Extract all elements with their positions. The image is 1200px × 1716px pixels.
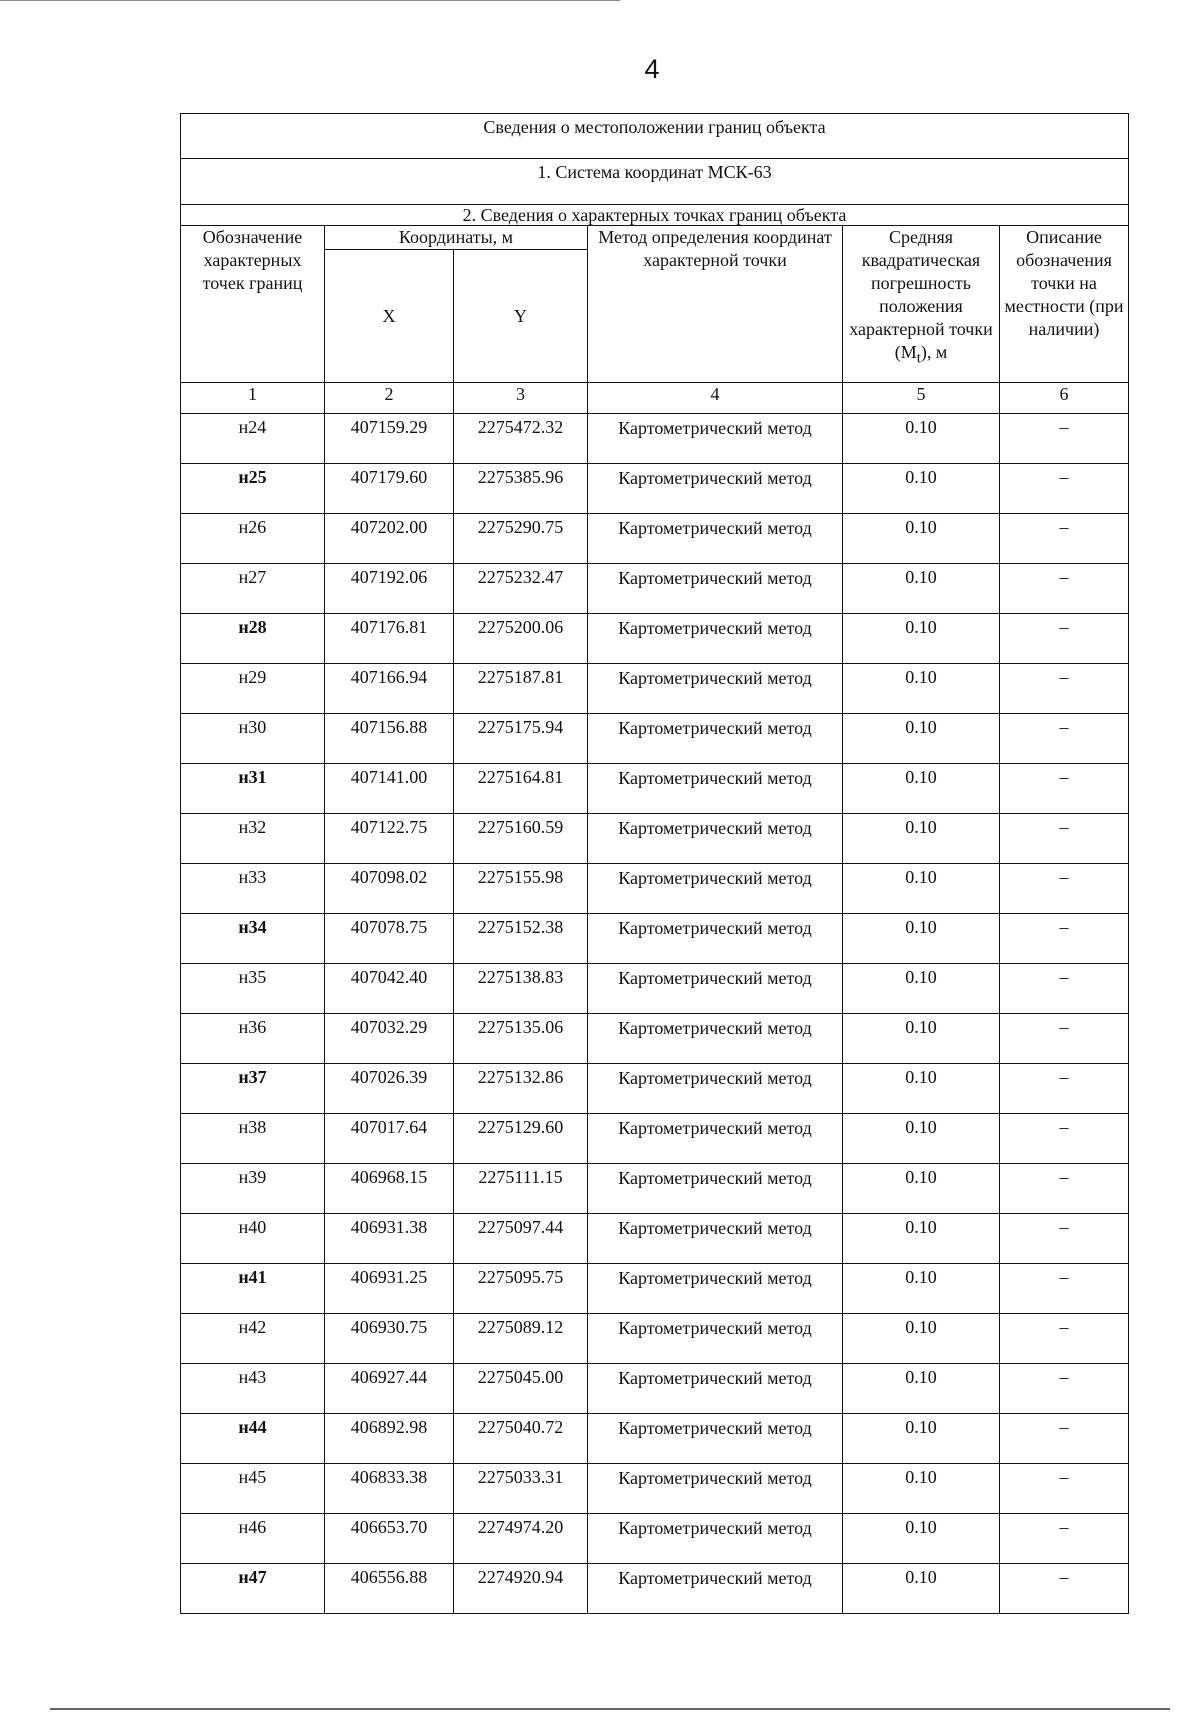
table-title: Сведения о местоположении границ объекта	[181, 114, 1129, 159]
y-cell: 2275472.32	[454, 414, 588, 464]
description-cell: –	[1000, 964, 1129, 1014]
error-cell: 0.10	[843, 414, 1000, 464]
error-cell: 0.10	[843, 664, 1000, 714]
table-row	[181, 1214, 1129, 1264]
method-cell: Картометрический метод	[588, 564, 843, 614]
column-number: 6	[1000, 383, 1129, 414]
x-cell: 406931.25	[325, 1264, 454, 1314]
method-cell: Картометрический метод	[588, 464, 843, 514]
y-cell: 2275200.06	[454, 614, 588, 664]
method-cell: Картометрический метод	[588, 1464, 843, 1514]
method-cell: Картометрический метод	[588, 1564, 843, 1614]
error-cell: 0.10	[843, 1264, 1000, 1314]
error-cell: 0.10	[843, 1464, 1000, 1514]
error-cell: 0.10	[843, 1214, 1000, 1264]
error-cell: 0.10	[843, 714, 1000, 764]
method-cell: Картометрический метод	[588, 764, 843, 814]
coordinate-system: 1. Система координат МСК-63	[181, 159, 1129, 205]
header-error-unit: ), м	[920, 342, 948, 362]
method-cell: Картометрический метод	[588, 1314, 843, 1364]
error-cell: 0.10	[843, 1114, 1000, 1164]
error-cell: 0.10	[843, 564, 1000, 614]
description-cell: –	[1000, 1164, 1129, 1214]
description-cell: –	[1000, 664, 1129, 714]
table-row	[181, 964, 1129, 1014]
error-cell: 0.10	[843, 1414, 1000, 1464]
point-cell: н26	[181, 514, 325, 564]
points-subtitle: 2. Сведения о характерных точках границ объекта	[181, 205, 1129, 226]
x-cell: 407159.29	[325, 414, 454, 464]
table-row	[181, 614, 1129, 664]
y-cell: 2275089.12	[454, 1314, 588, 1364]
header-row-1	[181, 226, 1129, 250]
method-cell: Картометрический метод	[588, 1064, 843, 1114]
description-cell: –	[1000, 1464, 1129, 1514]
boundary-points-table	[180, 113, 1129, 1614]
y-cell: 2275111.15	[454, 1164, 588, 1214]
y-cell: 2275155.98	[454, 864, 588, 914]
header-point: Обозначение характерных точек границ	[181, 226, 325, 383]
y-cell: 2275187.81	[454, 664, 588, 714]
table-row	[181, 864, 1129, 914]
error-cell: 0.10	[843, 914, 1000, 964]
x-cell: 406653.70	[325, 1514, 454, 1564]
description-cell: –	[1000, 514, 1129, 564]
method-cell: Картометрический метод	[588, 614, 843, 664]
header-description: Описание обозначения точки на местности (при наличии)	[1000, 226, 1129, 383]
x-cell: 406930.75	[325, 1314, 454, 1364]
error-cell: 0.10	[843, 1564, 1000, 1614]
method-cell: Картометрический метод	[588, 914, 843, 964]
y-cell: 2275040.72	[454, 1414, 588, 1464]
description-cell: –	[1000, 1414, 1129, 1464]
description-cell: –	[1000, 1364, 1129, 1414]
x-cell: 407179.60	[325, 464, 454, 514]
error-cell: 0.10	[843, 864, 1000, 914]
error-cell: 0.10	[843, 814, 1000, 864]
point-cell: н41	[181, 1264, 325, 1314]
description-cell: –	[1000, 1014, 1129, 1064]
x-cell: 406833.38	[325, 1464, 454, 1514]
x-cell: 407017.64	[325, 1114, 454, 1164]
table-row	[181, 514, 1129, 564]
error-cell: 0.10	[843, 1164, 1000, 1214]
error-cell: 0.10	[843, 1364, 1000, 1414]
point-cell: н45	[181, 1464, 325, 1514]
table-row	[181, 1114, 1129, 1164]
method-cell: Картометрический метод	[588, 514, 843, 564]
description-cell: –	[1000, 614, 1129, 664]
table-row	[181, 914, 1129, 964]
y-cell: 2275033.31	[454, 1464, 588, 1514]
error-cell: 0.10	[843, 964, 1000, 1014]
point-cell: н25	[181, 464, 325, 514]
method-cell: Картометрический метод	[588, 1414, 843, 1464]
point-cell: н31	[181, 764, 325, 814]
description-cell: –	[1000, 914, 1129, 964]
y-cell: 2275045.00	[454, 1364, 588, 1414]
point-cell: н33	[181, 864, 325, 914]
x-cell: 406931.38	[325, 1214, 454, 1264]
point-cell: н30	[181, 714, 325, 764]
table-row	[181, 1164, 1129, 1214]
description-cell: –	[1000, 1264, 1129, 1314]
method-cell: Картометрический метод	[588, 414, 843, 464]
column-number: 1	[181, 383, 325, 414]
x-cell: 407078.75	[325, 914, 454, 964]
method-cell: Картометрический метод	[588, 1364, 843, 1414]
table-row	[181, 1514, 1129, 1564]
x-cell: 406927.44	[325, 1364, 454, 1414]
table-title-row	[181, 114, 1129, 159]
description-cell: –	[1000, 414, 1129, 464]
x-cell: 407122.75	[325, 814, 454, 864]
error-cell: 0.10	[843, 1064, 1000, 1114]
point-cell: н37	[181, 1064, 325, 1114]
x-cell: 407141.00	[325, 764, 454, 814]
table-row	[181, 1014, 1129, 1064]
x-cell: 407026.39	[325, 1064, 454, 1114]
description-cell: –	[1000, 1564, 1129, 1614]
description-cell: –	[1000, 764, 1129, 814]
method-cell: Картометрический метод	[588, 664, 843, 714]
x-cell: 407042.40	[325, 964, 454, 1014]
method-cell: Картометрический метод	[588, 814, 843, 864]
point-cell: н28	[181, 614, 325, 664]
header-error-text: Средняя квадратическая погрешность положения характерной точки (M	[849, 227, 993, 362]
point-cell: н44	[181, 1414, 325, 1464]
point-cell: н40	[181, 1214, 325, 1264]
description-cell: –	[1000, 1314, 1129, 1364]
coordinate-system-row	[181, 159, 1129, 205]
column-number: 5	[843, 383, 1000, 414]
table-row	[181, 1564, 1129, 1614]
error-cell: 0.10	[843, 614, 1000, 664]
point-cell: н46	[181, 1514, 325, 1564]
column-number-row	[181, 383, 1129, 414]
column-number: 4	[588, 383, 843, 414]
y-cell: 2275152.38	[454, 914, 588, 964]
table-row	[181, 814, 1129, 864]
subtitle-row	[181, 205, 1129, 226]
error-cell: 0.10	[843, 514, 1000, 564]
bottom-scan-line	[50, 1708, 1170, 1710]
point-cell: н34	[181, 914, 325, 964]
header-y: Y	[454, 250, 588, 383]
table-row	[181, 1314, 1129, 1364]
x-cell: 407098.02	[325, 864, 454, 914]
method-cell: Картометрический метод	[588, 1114, 843, 1164]
header-error	[843, 226, 1000, 383]
point-cell: н36	[181, 1014, 325, 1064]
error-cell: 0.10	[843, 1014, 1000, 1064]
y-cell: 2275095.75	[454, 1264, 588, 1314]
description-cell: –	[1000, 464, 1129, 514]
point-cell: н27	[181, 564, 325, 614]
method-cell: Картометрический метод	[588, 714, 843, 764]
y-cell: 2275135.06	[454, 1014, 588, 1064]
table-row	[181, 464, 1129, 514]
method-cell: Картометрический метод	[588, 1164, 843, 1214]
description-cell: –	[1000, 814, 1129, 864]
y-cell: 2275138.83	[454, 964, 588, 1014]
table-row	[181, 764, 1129, 814]
table-row	[181, 1264, 1129, 1314]
y-cell: 2275097.44	[454, 1214, 588, 1264]
point-cell: н24	[181, 414, 325, 464]
y-cell: 2275175.94	[454, 714, 588, 764]
table-row	[181, 564, 1129, 614]
header-coords: Координаты, м	[325, 226, 588, 250]
y-cell: 2275160.59	[454, 814, 588, 864]
description-cell: –	[1000, 1064, 1129, 1114]
table-row	[181, 1064, 1129, 1114]
table-row	[181, 664, 1129, 714]
table-row	[181, 714, 1129, 764]
error-cell: 0.10	[843, 764, 1000, 814]
description-cell: –	[1000, 1514, 1129, 1564]
description-cell: –	[1000, 864, 1129, 914]
header-method: Метод определения координат характерной точки	[588, 226, 843, 383]
method-cell: Картометрический метод	[588, 964, 843, 1014]
point-cell: н39	[181, 1164, 325, 1214]
x-cell: 407032.29	[325, 1014, 454, 1064]
page-number: 4	[644, 54, 660, 84]
x-cell: 406556.88	[325, 1564, 454, 1614]
header-x: X	[325, 250, 454, 383]
method-cell: Картометрический метод	[588, 1214, 843, 1264]
y-cell: 2275129.60	[454, 1114, 588, 1164]
x-cell: 407192.06	[325, 564, 454, 614]
table-row	[181, 414, 1129, 464]
x-cell: 407176.81	[325, 614, 454, 664]
method-cell: Картометрический метод	[588, 864, 843, 914]
point-cell: н47	[181, 1564, 325, 1614]
table-row	[181, 1364, 1129, 1414]
point-cell: н38	[181, 1114, 325, 1164]
y-cell: 2275132.86	[454, 1064, 588, 1114]
table-row	[181, 1464, 1129, 1514]
method-cell: Картометрический метод	[588, 1014, 843, 1064]
column-number: 2	[325, 383, 454, 414]
error-cell: 0.10	[843, 464, 1000, 514]
y-cell: 2275290.75	[454, 514, 588, 564]
point-cell: н35	[181, 964, 325, 1014]
y-cell: 2275164.81	[454, 764, 588, 814]
error-cell: 0.10	[843, 1514, 1000, 1564]
column-number: 3	[454, 383, 588, 414]
top-scan-line	[0, 0, 620, 1]
point-cell: н32	[181, 814, 325, 864]
point-cell: н29	[181, 664, 325, 714]
x-cell: 407202.00	[325, 514, 454, 564]
y-cell: 2274920.94	[454, 1564, 588, 1614]
method-cell: Картометрический метод	[588, 1264, 843, 1314]
method-cell: Картометрический метод	[588, 1514, 843, 1564]
description-cell: –	[1000, 564, 1129, 614]
x-cell: 407156.88	[325, 714, 454, 764]
header-error-subscript: t	[916, 350, 921, 367]
x-cell: 406968.15	[325, 1164, 454, 1214]
error-cell: 0.10	[843, 1314, 1000, 1364]
y-cell: 2275385.96	[454, 464, 588, 514]
y-cell: 2274974.20	[454, 1514, 588, 1564]
x-cell: 407166.94	[325, 664, 454, 714]
table-row	[181, 1414, 1129, 1464]
description-cell: –	[1000, 1214, 1129, 1264]
description-cell: –	[1000, 714, 1129, 764]
y-cell: 2275232.47	[454, 564, 588, 614]
point-cell: н42	[181, 1314, 325, 1364]
x-cell: 406892.98	[325, 1414, 454, 1464]
point-cell: н43	[181, 1364, 325, 1414]
description-cell: –	[1000, 1114, 1129, 1164]
